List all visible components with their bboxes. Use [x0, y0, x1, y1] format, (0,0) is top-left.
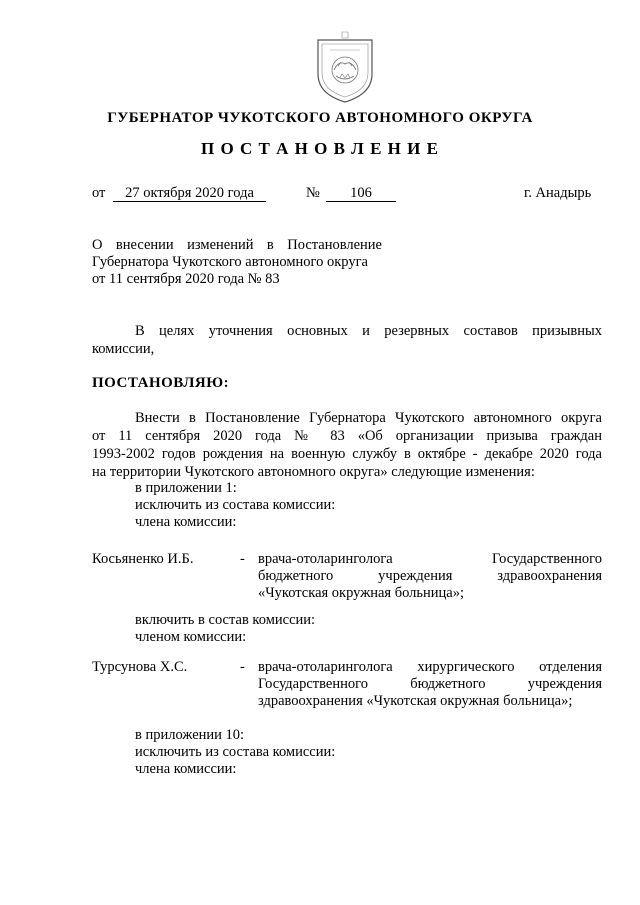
body-line: от 11 сентября 2020 года № 83 «Об организации призыва граждан	[92, 428, 602, 444]
body-line: на территории Чукотского автономного округа» следующие изменения:	[92, 464, 535, 480]
body-line: 1993-2002 годов рождения на военную службу в октябре - декабре 2020 года	[92, 446, 602, 462]
person-name: Косьяненко И.Б.	[92, 551, 194, 567]
number-label: №	[306, 185, 320, 201]
exclude-label: исключить из состава комиссии:	[135, 744, 336, 760]
exclude-label: исключить из состава комиссии:	[135, 497, 336, 513]
appendix-label: в приложении 1:	[135, 480, 237, 496]
document-date: 27 октября 2020 года	[125, 185, 254, 201]
member-label: члена комиссии:	[135, 761, 237, 777]
person-position-line: бюджетного учреждения здравоохранения	[258, 568, 602, 584]
coat-of-arms-icon	[312, 30, 378, 104]
subject-line: О внесении изменений в Постановление	[92, 237, 382, 253]
body-line: Внести в Постановление Губернатора Чукотского автономного округа	[135, 410, 602, 426]
resolve-heading: ПОСТАНОВЛЯЮ:	[92, 375, 230, 391]
appendix-label: в приложении 10:	[135, 727, 245, 743]
person-position-line: «Чукотская окружная больница»;	[258, 585, 464, 601]
subject-line: от 11 сентября 2020 года № 83	[92, 271, 280, 287]
person-position-line: врача-отоларинголога Государственного	[258, 551, 602, 567]
document-type-heading: П О С Т А Н О В Л Е Н И Е	[201, 139, 439, 158]
authority-heading: ГУБЕРНАТОР ЧУКОТСКОГО АВТОНОМНОГО ОКРУГА	[107, 110, 533, 126]
subject-line: Губернатора Чукотского автономного округа	[92, 254, 368, 270]
document-number: 106	[350, 185, 372, 201]
member-label: членом комиссии:	[135, 629, 247, 645]
date-from-label: от	[92, 185, 106, 201]
person-dash: -	[240, 659, 245, 675]
person-position-line: врача-отоларинголога хирургического отделения	[258, 659, 602, 675]
person-dash: -	[240, 551, 245, 567]
preamble-line: комиссии,	[92, 341, 155, 357]
city: г. Анадырь	[524, 185, 592, 201]
member-label: члена комиссии:	[135, 514, 237, 530]
person-name: Турсунова Х.С.	[92, 659, 188, 675]
include-label: включить в состав комиссии:	[135, 612, 316, 628]
person-position-line: Государственного бюджетного учреждения	[258, 676, 602, 692]
preamble-line: В целях уточнения основных и резервных составов призывных	[135, 323, 602, 339]
person-position-line: здравоохранения «Чукотская окружная больница»;	[258, 693, 573, 709]
